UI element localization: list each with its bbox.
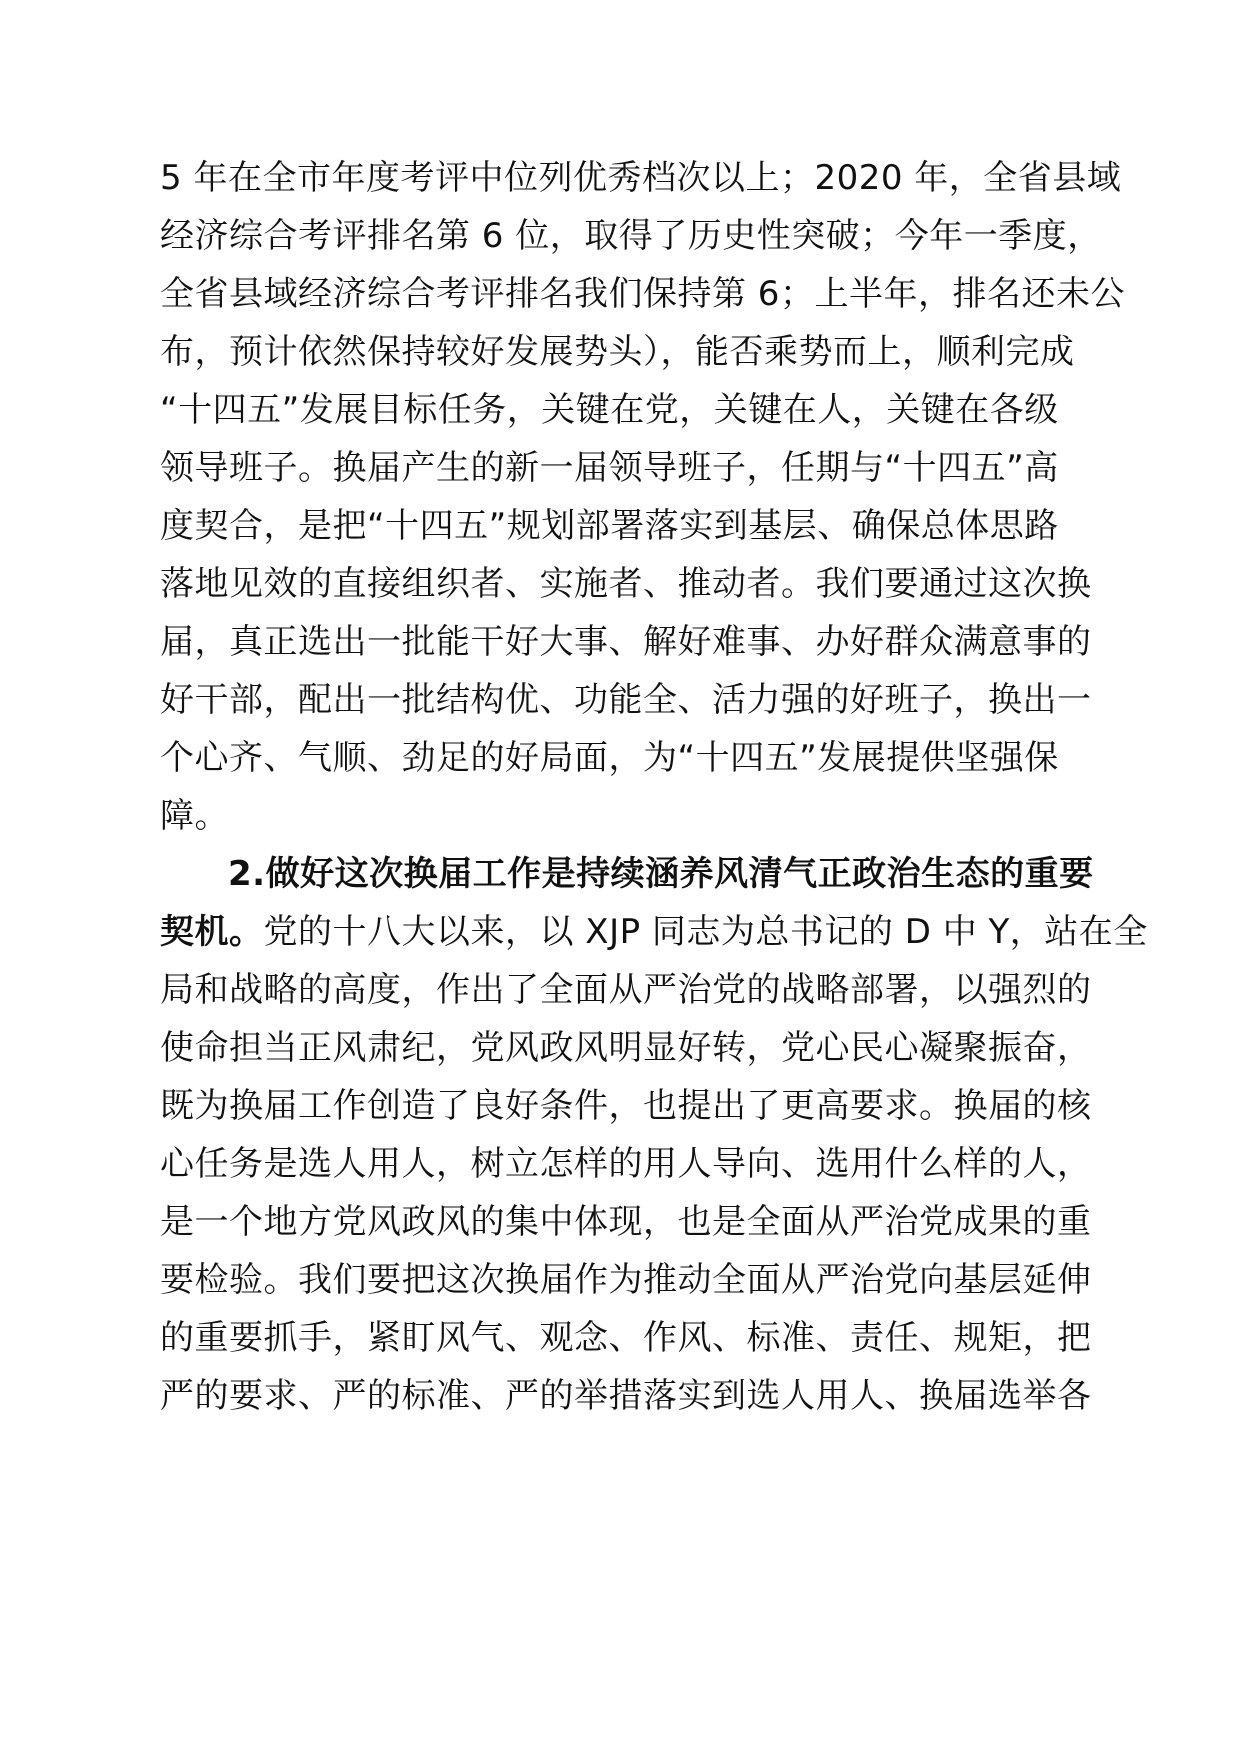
text-line: 度契合，是把“十四五”规划部署落实到基层、确保总体思路	[160, 506, 1059, 546]
text-line: 的重要抓手，紧盯风气、观念、作风、标准、责任、规矩，把	[160, 1318, 1092, 1358]
text-line: 障。	[160, 796, 229, 836]
text-line: 5 年在全市年度考评中位列优秀档次以上；2020 年，全省县域	[160, 158, 1122, 198]
text-line: 既为换届工作创造了良好条件，也提出了更高要求。换届的核	[160, 1086, 1092, 1126]
text-line: 使命担当正风肃纪，党风政风明显好转，党心民心凝聚振奋，	[160, 1028, 1092, 1068]
section-heading-end: 契机。	[160, 912, 264, 952]
text-line: 经济综合考评排名第 6 位，取得了历史性突破；今年一季度，	[160, 216, 1102, 256]
section-heading: 2.做好这次换届工作是持续涵养风清气正政治生态的重要	[228, 854, 1094, 894]
text-line: 局和战略的高度，作出了全面从严治党的战略部署，以强烈的	[160, 970, 1092, 1010]
text-line: 领导班子。换届产生的新一届领导班子，任期与“十四五”高	[160, 448, 1059, 488]
text-line: 严的要求、严的标准、严的举措落实到选人用人、换届选举各	[160, 1376, 1092, 1416]
text-line: 要检验。我们要把这次换届作为推动全面从严治党向基层延伸	[160, 1260, 1092, 1300]
text-line: “十四五”发展目标任务，关键在党，关键在人，关键在各级	[160, 390, 1059, 430]
text-line: 届，真正选出一批能干好大事、解好难事、办好群众满意事的	[160, 622, 1092, 662]
text-line-rest: 党的十八大以来，以 XJP 同志为总书记的 D 中 Y，站在全	[263, 912, 1148, 952]
text-line: 心任务是选人用人，树立怎样的用人导向、选用什么样的人，	[160, 1144, 1092, 1184]
text-line: 全省县域经济综合考评排名我们保持第 6；上半年，排名还未公	[160, 274, 1125, 314]
text-line: 是一个地方党风政风的集中体现，也是全面从严治党成果的重	[160, 1202, 1092, 1242]
text-line: 个心齐、气顺、劲足的好局面，为“十四五”发展提供坚强保	[160, 738, 1059, 778]
text-line	[160, 912, 1148, 952]
text-line: 落地见效的直接组织者、实施者、推动者。我们要通过这次换	[160, 564, 1092, 604]
text-line: 好干部，配出一批结构优、功能全、活力强的好班子，换出一	[160, 680, 1092, 720]
text-line: 布，预计依然保持较好发展势头），能否乘势而上，顺利完成	[160, 332, 1075, 372]
